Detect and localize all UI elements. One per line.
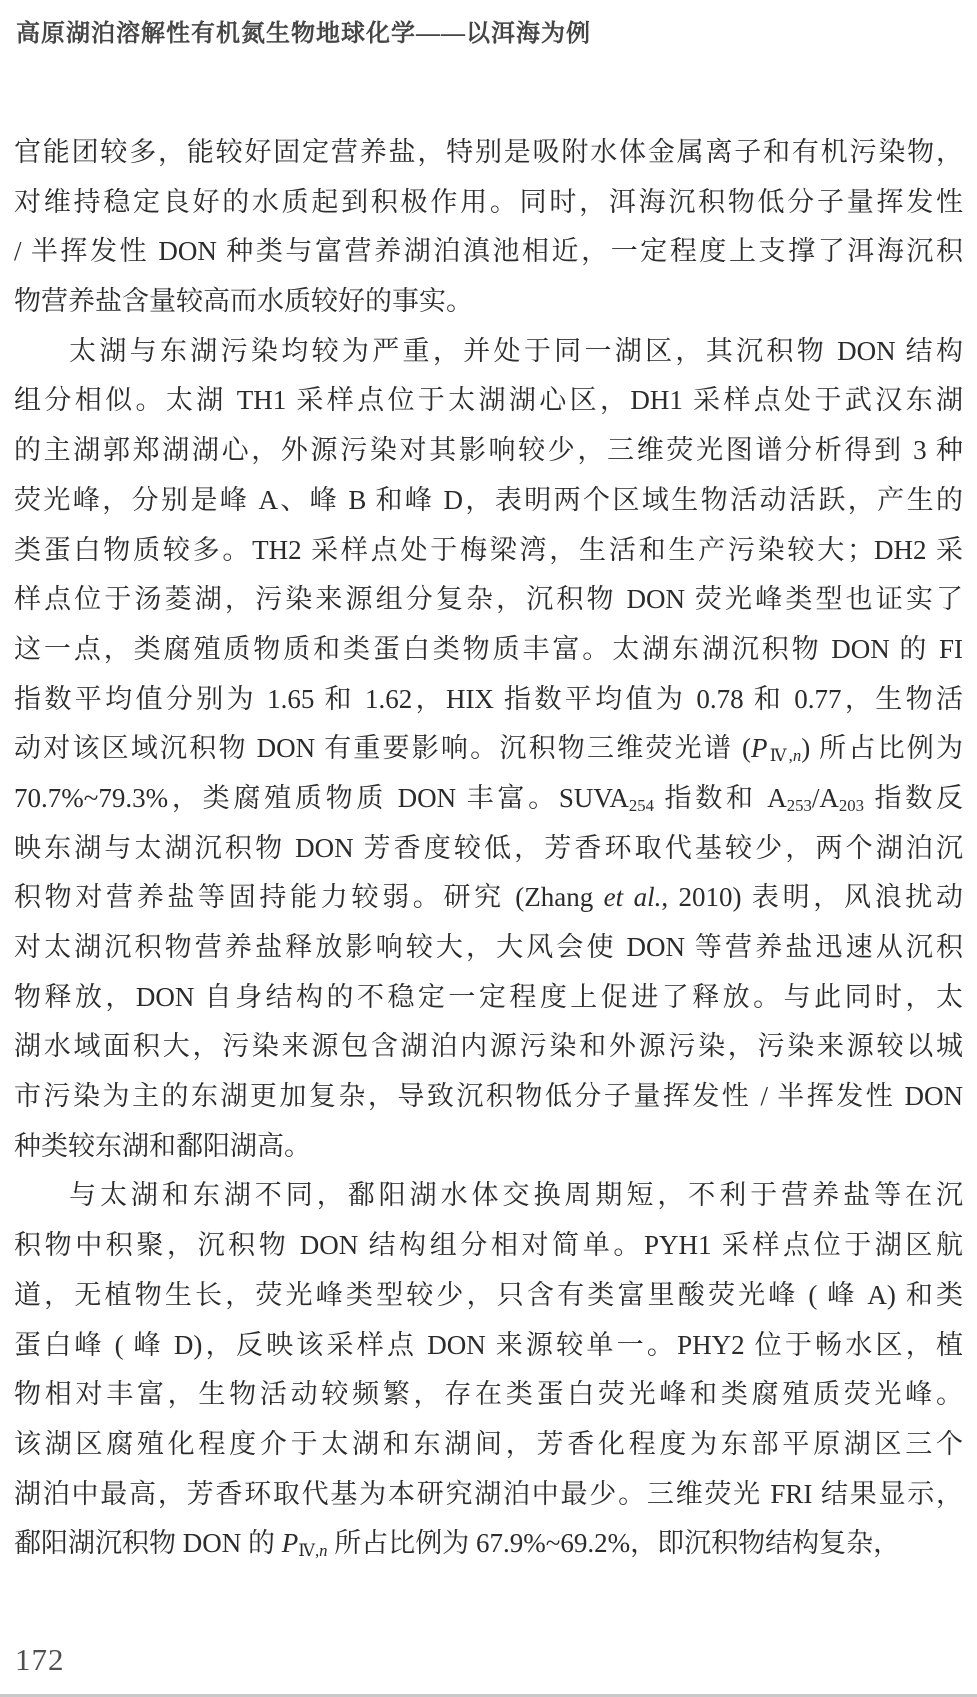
- text-line: 鄱阳湖沉积物 DON 的 $P_{Ⅳ,n}$ 所占比例为 67.9%~69.2%，即沉积物结构复杂，: [14, 1528, 901, 1561]
- text-line: 对维持稳定良好的水质起到积极作用。同时，洱海沉积物低分子量挥发性: [14, 186, 963, 217]
- text-line: 蛋白峰 ( 峰 D)，反映该采样点 DON 来源较单一。PHY2 位于畅水区，植: [14, 1329, 963, 1360]
- text-line: 与太湖和东湖不同，鄱阳湖水体交换周期短，不利于营养盐等在沉: [69, 1180, 963, 1211]
- text-line: 官能团较多，能较好固定营养盐，特别是吸附水体金属离子和有机污染物，: [14, 137, 963, 167]
- text-line: 对太湖沉积物营养盐释放影响较大，大风会使 DON 等营养盐迅速从沉积: [14, 932, 963, 962]
- text-line: 这一点，类腐殖质物质和类蛋白类物质丰富。太湖东湖沉积物 DON 的 FI: [14, 633, 963, 664]
- text-line: 组分相似。太湖 TH1 采样点位于太湖湖心区，DH1 采样点处于武汉东湖: [14, 385, 963, 416]
- text-line: 湖水域面积大，污染来源包含湖泊内源污染和外源污染，污染来源较以城: [14, 1031, 963, 1062]
- text-line: 70.7%~79.3%，类腐殖质物质 DON 丰富。$SUVA_{254}$ 指数和 $A_{253}/A_{203}$ 指数反: [14, 782, 963, 816]
- text-line: 动对该区域沉积物 DON 有重要影响。沉积物三维荧光谱 $(P_{Ⅳ,n})$ 所占比例为: [14, 733, 963, 766]
- text-line: 种类较东湖和鄱阳湖高。: [14, 1130, 311, 1161]
- text-line: 物释放，DON 自身结构的不稳定一定程度上促进了释放。与此同时，太: [14, 981, 963, 1012]
- page-number: 172: [15, 1642, 65, 1677]
- text-line: 该湖区腐殖化程度介于太湖和东湖间，芳香化程度为东部平原湖区三个: [14, 1428, 963, 1459]
- text-line: 映东湖与太湖沉积物 DON 芳香度较低，芳香环取代基较少，两个湖泊沉: [14, 832, 963, 863]
- text-line: 太湖与东湖污染均较为严重，并处于同一湖区，其沉积物 DON 结构: [69, 335, 963, 366]
- text-line: 指数平均值分别为 1.65 和 1.62，HIX 指数平均值为 0.78 和 0.77，生物活: [14, 683, 963, 714]
- text-line: 样点位于汤菱湖，污染来源组分复杂，沉积物 DON 荧光峰类型也证实了: [14, 584, 963, 615]
- text-line: 积物中积聚，沉积物 DON 结构组分相对简单。PYH1 采样点位于湖区航: [14, 1230, 963, 1261]
- text-line: 市污染为主的东湖更加复杂，导致沉积物低分子量挥发性 / 半挥发性 DON: [14, 1081, 963, 1112]
- text-line: 湖泊中最高，芳香环取代基为本研究湖泊中最少。三维荧光 FRI 结果显示，: [14, 1478, 963, 1509]
- text-line: 物营养盐含量较高而水质较好的事实。: [14, 286, 473, 317]
- text-line: 物相对丰富，生物活动较频繁，存在类蛋白荧光峰和类腐殖质荧光峰。: [14, 1379, 963, 1410]
- text-line: 荧光峰，分别是峰 A、峰 B 和峰 D，表明两个区域生物活动活跃，产生的: [14, 484, 963, 515]
- text-line: 道，无植物生长，荧光峰类型较少，只含有类富里酸荧光峰 ( 峰 A) 和类: [14, 1279, 963, 1310]
- text-line: 积物对营养盐等固持能力较弱。研究 (Zhang et al., 2010) 表明，风浪扰动: [14, 882, 963, 913]
- text-line: / 半挥发性 DON 种类与富营养湖泊滇池相近，一定程度上支撑了洱海沉积: [14, 236, 963, 267]
- body-text: [14, 128, 963, 1569]
- text-line: 的主湖郭郑湖湖心，外源污染对其影响较少，三维荧光图谱分析得到 3 种: [14, 435, 963, 466]
- running-header: 高原湖泊溶解性有机氮生物地球化学——以洱海为例: [16, 21, 591, 47]
- text-line: 类蛋白物质较多。TH2 采样点处于梅梁湾，生活和生产污染较大；DH2 采: [14, 534, 963, 565]
